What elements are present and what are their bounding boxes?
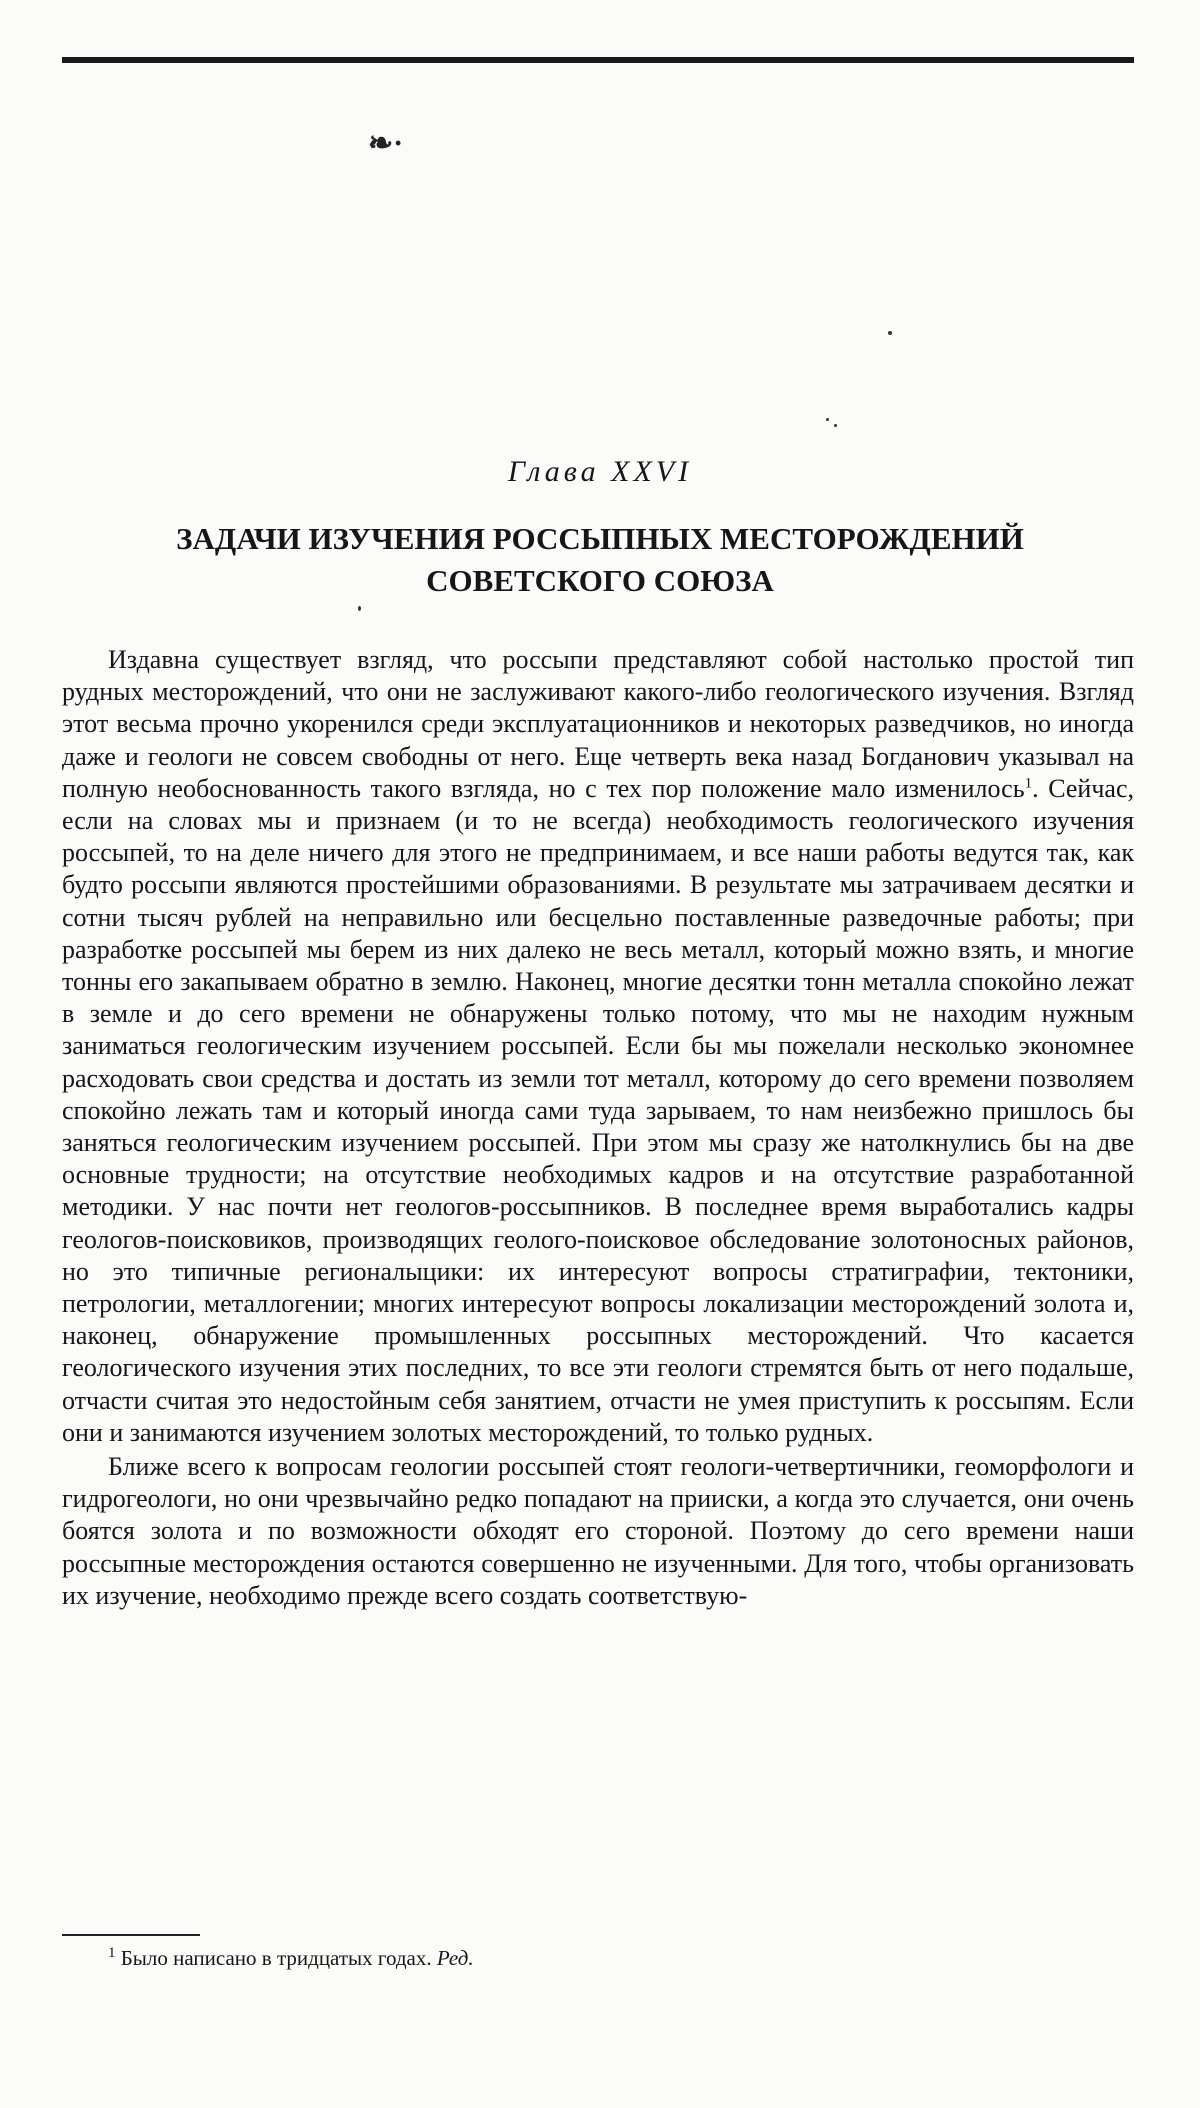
body-text (62, 644, 1134, 1614)
paragraph: Ближе всего к вопросам геологии россыпей стоят геологи-четвертичники, геоморфологи и гидрогеологи, но они чрезвычайно редко попадают на прииски, а когда это случается, они очень боятся золота и по возможности обходят его стороной. Поэтому до сего времени наши россыпные месторождения остаются совершенно не изученными. Для того, чтобы организовать их изучение, необходимо прежде всего создать соответствую- (62, 1452, 1134, 1610)
print-speck (834, 424, 837, 427)
print-speck (888, 331, 892, 335)
footnote (108, 1944, 1008, 1972)
ornament-mark: ❧· (368, 127, 404, 160)
print-speck (358, 606, 361, 611)
footnote-text: Было написано в тридцатых годах. (115, 1946, 437, 1970)
chapter-label: Глава XXVI (507, 455, 693, 488)
footnote-ref[interactable]: 1 (1024, 775, 1033, 792)
footnote-editor: Ред. (436, 1946, 474, 1970)
print-speck (826, 418, 829, 421)
paragraph (62, 644, 1134, 1449)
footnote-mark: 1 (108, 1945, 116, 1961)
chapter-title-line: СОВЕТСКОГО СОЮЗА (426, 563, 774, 598)
paragraph-text: . Сейчас, если на словах мы и признаем (и то не всегда) необходимость геологического изучения россыпей, то на деле ничего для этого не предпринимаем, и все наши работы ведутся так, как будто россыпи являются простейшими образованиями. В результате мы затрачиваем десятки и сотни тысяч рублей на неправильно или бесцельно поставленные разведочные работы; при разработке россыпей мы берем из них далеко не весь металл, который можно взять, и многие тонны его закапываем обратно в землю. Наконец, многие десятки тонн металла спокойно лежат в земле и до сего времени не обнаружены только потому, что мы не находим нужным заниматься геологическим изучением россыпей. Если бы мы пожелали несколько экономнее расходовать свои средства и достать из земли тот металл, которому до сего времени позволяем спокойно лежать там и который иногда сами туда зарываем, то нам неизбежно пришлось бы заняться геологическим изучением россыпей. При этом мы сразу же натолкнулись бы на две основные трудности; на отсутствие необходимых кадров и на отсутствие разработанной методики. У нас почти нет геологов-россыпников. В последнее время выработались кадры геологов-поисковиков, производящих геолого-поисковое обследование золотоносных районов, но это типичные регионалыцики: их интересуют вопросы стратиграфии, тектоники, петрологии, металлогении; многих интересуют вопросы локализации месторождений золота и, наконец, обнаружение промышленных россыпных месторождений. Что касается геологического изучения этих последних, то все эти геологи стремятся быть от него подальше, отчасти считая это недостойным себя занятием, отчасти не умея приступить к россыпям. Если они и занимаются изучением золотых месторождений, то только рудных. (62, 773, 1134, 1447)
chapter-title (100, 518, 1100, 602)
top-rule (62, 57, 1134, 63)
chapter-title-line: ЗАДАЧИ ИЗУЧЕНИЯ РОССЫПНЫХ МЕСТОРОЖДЕНИЙ (176, 521, 1024, 556)
footnote-rule (62, 1934, 200, 1936)
paragraph-text: Издавна существует взгляд, что россыпи представляют собой настолько простой тип рудных месторождений, что они не заслуживают какого-либо геологического изучения. Взгляд этот весьма прочно укоренился среди эксплуатационников и некоторых разведчиков, но иногда даже и геологи не совсем свободны от него. Еще четверть века назад Богданович указывал на полную необоснованность такого взгляда, но с тех пор положение мало изменилось (62, 645, 1134, 803)
